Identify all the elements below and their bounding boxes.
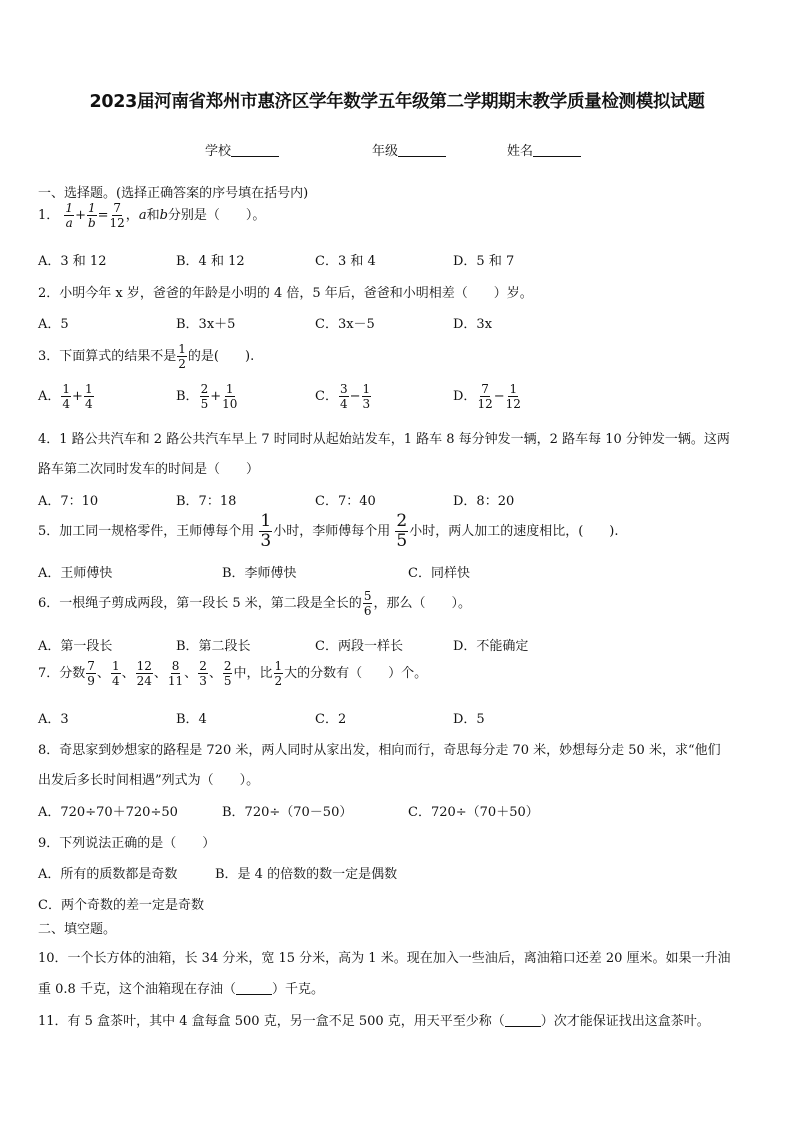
q3-option-a[interactable]: A． $\frac{1}{4}$ + $\frac{1}{4}$ bbox=[38, 382, 93, 411]
q1-number: 1． bbox=[38, 208, 60, 223]
question-3 bbox=[38, 343, 254, 370]
q8-option-a[interactable]: A．720÷70＋720÷50 bbox=[38, 805, 178, 820]
q7-option-c[interactable]: C．2 bbox=[315, 712, 347, 727]
q3-option-c[interactable]: C． $\frac{3}{4}$ − $\frac{1}{3}$ bbox=[315, 382, 371, 411]
q7-option-b[interactable]: B．4 bbox=[176, 712, 207, 727]
q3-option-b[interactable]: B． $\frac{2}{5}$ + $\frac{1}{10}$ bbox=[176, 382, 238, 411]
q6-option-d[interactable]: D．不能确定 bbox=[453, 639, 529, 654]
question-10-line-2: 重 0.8 千克，这个油箱现在存油（ ）千克。 bbox=[38, 982, 324, 997]
name-field bbox=[507, 140, 581, 159]
q1-var-a: a bbox=[138, 208, 147, 223]
q5-mid: 小时，李师傅每个用 bbox=[273, 524, 391, 539]
section-2-heading: 二、填空题。 bbox=[38, 922, 117, 937]
grade-blank[interactable] bbox=[398, 144, 446, 157]
q1-equals: = bbox=[97, 208, 109, 223]
q7-fraction-6: $\frac{2}{5}$ bbox=[223, 659, 232, 688]
q7-fraction-2: $\frac{1}{4}$ bbox=[111, 659, 120, 688]
name-blank[interactable] bbox=[533, 144, 581, 157]
q7-mid: 中，比 bbox=[233, 666, 273, 681]
question-1: 1． $\frac{1}{a}$ + $\frac{1}{b}$ = $\frac{7}{12}$ ，a和b分别是（ ）。 bbox=[38, 201, 266, 230]
q6-option-c[interactable]: C．两段一样长 bbox=[315, 639, 403, 654]
q5-option-a[interactable]: A．王师傅快 bbox=[38, 566, 113, 581]
question-7: 7．分数 $\frac{7}{9}$ 、 $\frac{1}{4}$ 、 $\frac{12}{24}$ 、 $\frac{8}{11}$ 、 $\frac{2}{3}$ 、 $\frac{2}{5}$ 中，比 $\frac{1}{2}$ 大的分数有（ ）个。 bbox=[38, 659, 428, 688]
q6-option-a[interactable]: A．第一段长 bbox=[38, 639, 113, 654]
question-11: 11．有 5 盒茶叶，其中 4 盒每盒 500 克，另一盒不足 500 克，用天平至少称（ ）次才能保证找出这盒茶叶。 bbox=[38, 1014, 710, 1029]
q1-fraction-2: $\frac{1}{b}$ bbox=[87, 201, 96, 230]
grade-label: 年级 bbox=[372, 144, 399, 159]
page-title: 2023届河南省郑州市惠济区学年数学五年级第二学期期末教学质量检测模拟试题 bbox=[89, 92, 705, 112]
school-label: 学校 bbox=[205, 144, 232, 159]
q2-option-d[interactable]: D．3x bbox=[453, 317, 493, 332]
q11-answer-blank[interactable] bbox=[505, 1014, 541, 1027]
question-8-line-1: 8．奇思家到妙想家的路程是 720 米，两人同时从家出发，相向而行，奇思每分走 70 米，妙想每分走 50 米，求“他们 bbox=[38, 743, 721, 758]
q4-option-c[interactable]: C．7：40 bbox=[315, 494, 376, 509]
q7-fraction-3: $\frac{12}{24}$ bbox=[136, 659, 152, 688]
question-8-line-2: 出发后多长时间相遇”列式为（ ）。 bbox=[38, 773, 260, 788]
q5-option-c[interactable]: C．同样快 bbox=[408, 566, 470, 581]
q6-post: ，那么（ ）。 bbox=[373, 596, 471, 611]
q6-pre: 6．一根绳子剪成两段，第一段长 5 米，第二段是全长的 bbox=[38, 596, 362, 611]
q1-tail: 分别是（ ）。 bbox=[167, 208, 266, 223]
q7-post: 大的分数有（ ）个。 bbox=[284, 666, 428, 681]
q1-option-b[interactable]: B．4 和 12 bbox=[176, 254, 245, 269]
q1-option-c[interactable]: C．3 和 4 bbox=[315, 254, 376, 269]
q6-fraction: $\frac{5}{6}$ bbox=[363, 589, 372, 618]
q9-option-a[interactable]: A．所有的质数都是奇数 bbox=[38, 867, 178, 882]
school-blank[interactable] bbox=[231, 144, 279, 157]
q9-option-c[interactable]: C．两个奇数的差一定是奇数 bbox=[38, 898, 204, 913]
q6-option-b[interactable]: B．第二段长 bbox=[176, 639, 251, 654]
q1-option-a[interactable]: A．3 和 12 bbox=[38, 254, 107, 269]
q4-option-d[interactable]: D．8：20 bbox=[453, 494, 515, 509]
q9-option-b[interactable]: B．是 4 的倍数的数一定是偶数 bbox=[215, 867, 398, 882]
q4-option-b[interactable]: B．7：18 bbox=[176, 494, 237, 509]
q8-option-b[interactable]: B．720÷（70－50） bbox=[222, 805, 353, 820]
q1-option-d[interactable]: D．5 和 7 bbox=[453, 254, 515, 269]
question-2: 2．小明今年 x 岁，爸爸的年龄是小明的 4 倍，5 年后，爸爸和小明相差（ ）岁。 bbox=[38, 286, 533, 301]
q3-option-d[interactable]: D． $\frac{7}{12}$ − $\frac{1}{12}$ bbox=[453, 382, 521, 411]
question-4-line-1: 4．1 路公共汽车和 2 路公共汽车早上 7 时同时从起始站发车，1 路车 8 每分钟发一辆，2 路车每 10 分钟发一辆。这两 bbox=[38, 432, 730, 447]
q7-compare-fraction: $\frac{1}{2}$ bbox=[274, 659, 283, 688]
q3-pre: 3．下面算式的结果不是 bbox=[38, 349, 177, 364]
q4-option-a[interactable]: A．7：10 bbox=[38, 494, 99, 509]
q5-option-b[interactable]: B．李师傅快 bbox=[222, 566, 297, 581]
question-6 bbox=[38, 590, 471, 617]
q1-fraction-1: $\frac{1}{a}$ bbox=[65, 201, 74, 230]
question-5 bbox=[38, 513, 619, 550]
question-10-line-1: 10．一个长方体的油箱，长 34 分米，宽 15 分米，高为 1 米。现在加入一些油后，离油箱口还差 20 厘米。如果一升油 bbox=[38, 951, 731, 966]
q2-option-a[interactable]: A．5 bbox=[38, 317, 69, 332]
q1-var-b: b bbox=[159, 208, 168, 223]
section-1-heading: 一、选择题。(选择正确答案的序号填在括号内) bbox=[38, 186, 309, 201]
q3-post: 的是( ). bbox=[187, 349, 255, 364]
q2-option-c[interactable]: C．3x－5 bbox=[315, 317, 375, 332]
q5-post: 小时，两人加工的速度相比，( ). bbox=[409, 524, 619, 539]
q8-option-c[interactable]: C．720÷（70＋50） bbox=[408, 805, 539, 820]
q7-fraction-1: $\frac{7}{9}$ bbox=[87, 659, 95, 688]
q7-option-d[interactable]: D．5 bbox=[453, 712, 485, 727]
q3-fraction: $\frac{1}{2}$ bbox=[178, 342, 186, 371]
q10-answer-blank[interactable] bbox=[236, 982, 272, 995]
q1-plus: + bbox=[75, 208, 86, 223]
q7-fraction-4: $\frac{8}{11}$ bbox=[167, 659, 184, 688]
question-9: 9．下列说法正确的是（ ） bbox=[38, 836, 216, 851]
q7-pre: 7．分数 bbox=[38, 666, 86, 681]
q1-fraction-3: $\frac{7}{12}$ bbox=[109, 201, 125, 230]
q5-fraction-2: $\frac{2}{5}$ bbox=[396, 511, 408, 551]
q5-fraction-1: $\frac{1}{3}$ bbox=[260, 511, 272, 551]
grade-field bbox=[372, 140, 446, 159]
q1-and: 和 bbox=[146, 208, 160, 223]
school-field bbox=[205, 140, 279, 159]
q2-option-b[interactable]: B．3x＋5 bbox=[176, 317, 236, 332]
question-4-line-2: 路车第二次同时发车的时间是（ ） bbox=[38, 462, 260, 477]
q7-option-a[interactable]: A．3 bbox=[38, 712, 69, 727]
q7-fraction-5: $\frac{2}{3}$ bbox=[199, 659, 207, 688]
name-label: 姓名 bbox=[507, 144, 534, 159]
q5-pre: 5．加工同一规格零件，王师傅每个用 bbox=[38, 524, 255, 539]
